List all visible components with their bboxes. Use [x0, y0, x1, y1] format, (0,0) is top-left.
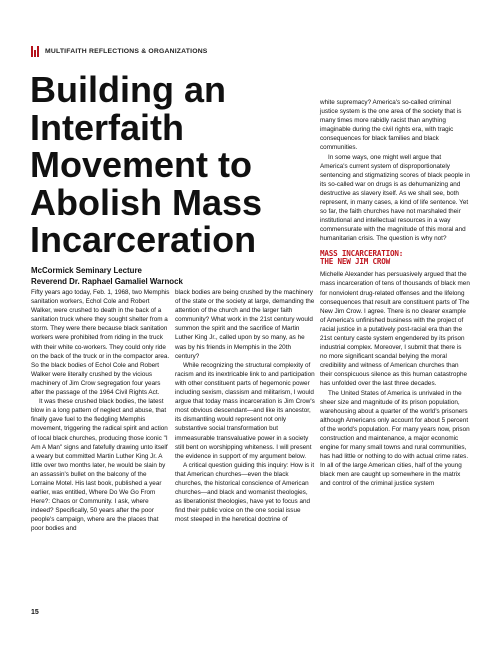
- subhead-line: MASS INCARCERATION:: [320, 248, 404, 258]
- text-column-2: [175, 288, 315, 524]
- paragraph: While recognizing the structural complexity of racism and its inextricable link to and participation with other constituent parts of hegemonic power including sexism, classism and militarism, I would argue that today mass incarceration is Jim Crow's most obvious descendant—and like its ancestor, its dismantling would represent not only substantive social transformation but immeasurable transvaluative power in a society still bent on worshipping whiteness. I will present the evidence in support of my argument below.: [175, 361, 315, 460]
- paragraph: Fifty years ago today, Feb. 1, 1968, two Memphis sanitation workers, Echol Cole and Robert Walker, were crushed to death in the back of a sanitation truck where they sought shelter from a storm. They were there because black sanitation workers were prohibited from riding in the truck with their white co-workers. They could only ride on the back of the truck or in the compactor area. So the black bodies of Echol Cole and Robert Walker were literally crushed by the vicious machinery of Jim Crow segregation four years after the passage of the 1964 Civil Rights Act.: [31, 289, 170, 397]
- text-column-3: [320, 98, 470, 489]
- paragraph: In some ways, one might well argue that America's current system of disproportionately sentencing and stigmatizing scores of black people in its so-called war on drugs is as dehumanizing and destructive as slavery itself. As we shall see, both represent, in many cases, a kind of life sentence. Yet so far, the faith churches have not marshaled their institutional and intellectual resources in a way commensurate with the magnitude of this moral and humanitarian crisis. The question is why not?: [320, 153, 470, 243]
- byline: [31, 265, 311, 287]
- section-subhead: [320, 250, 470, 267]
- section-header: [31, 44, 311, 58]
- text-column-1: [31, 288, 171, 534]
- red-bars-logo-icon: [31, 46, 39, 57]
- paragraph: It was these crushed black bodies, the latest blow in a long pattern of neglect and abuse, that finally gave fuel to the fledgling Memphis movement, triggering the radical spirit and action of local black churches, producing those iconic "I Am A Man" signs and fatefully drawing unto itself a weary but committed Martin Luther King Jr. A little over two months later, he would be slain by an assassin's bullet on the balcony of the Lorraine Motel. His last book, published a year earlier, was entitled, Where Do We Go From Here?: Chaos or Community. I ask, where indeed? Specifically, 50 years after the poor people's campaign, where are the places that poor bodies and: [31, 398, 168, 533]
- author-name: Reverend Dr. Raphael Gamaliel Warnock: [31, 277, 183, 286]
- subhead-line: THE NEW JIM CROW: [320, 256, 390, 266]
- page-number: 15: [31, 609, 39, 616]
- paragraph: The United States of America is unrivaled in the sheer size and magnitude of its prison population, warehousing about a quarter of the world's prisoners although Americans only account for about 5 percent of the world's population. For many years now, prison construction and maintenance, a major economic engine for many small towns and rural communities, has had little or nothing to do with actual crime rates. In all of the large American cities, half of the young black men are caught up somewhere in the matrix and control of the criminal justice system: [320, 389, 470, 488]
- paragraph: Michelle Alexander has persuasively argued that the mass incarceration of tens of thousands of black men for nonviolent drug-related offenses and the lifelong consequences that result are constituent parts of The New Jim Crow. I agree. There is no clearer example of America's unfinished business with the project of racial justice in a putatively post-racial era than the 21st century caste system engendered by its prison industrial complex. Moreover, I submit that there is no more significant scandal belying the moral credibility and witness of American churches than their conspicuous silence as this human catastrophe has unfolded over the last three decades.: [320, 271, 470, 388]
- paragraph: A critical question guiding this inquiry: How is it that American churches—even the black churches, the historical conscience of American churches—and black and womanist theologies, as liberationist theologies, have yet to focus and find their public voice on the one social issue most steeped in the heretical doctrine of: [175, 461, 315, 524]
- paragraph: black bodies are being crushed by the machinery of the state or the society at large, demanding the attention of the church and the larger faith community? What work in the 21st century would summon the spirit and the sacrifice of Martin Luther King Jr., called upon by so many, as he was by his friends in Memphis in the 20th century?: [175, 289, 315, 360]
- lecture-name: McCormick Seminary Lecture: [31, 266, 142, 275]
- article-title: Building an Interfaith Movement to Abolish Mass Incarceration: [30, 69, 263, 260]
- paragraph: white supremacy? America's so-called criminal justice system is the one area of the society that is many times more rabidly racist than anything imaginable during the civil rights era, with tragic consequences for black families and black communities.: [320, 99, 462, 152]
- section-label: MULTIFAITH REFLECTIONS & ORGANIZATIONS: [45, 47, 208, 55]
